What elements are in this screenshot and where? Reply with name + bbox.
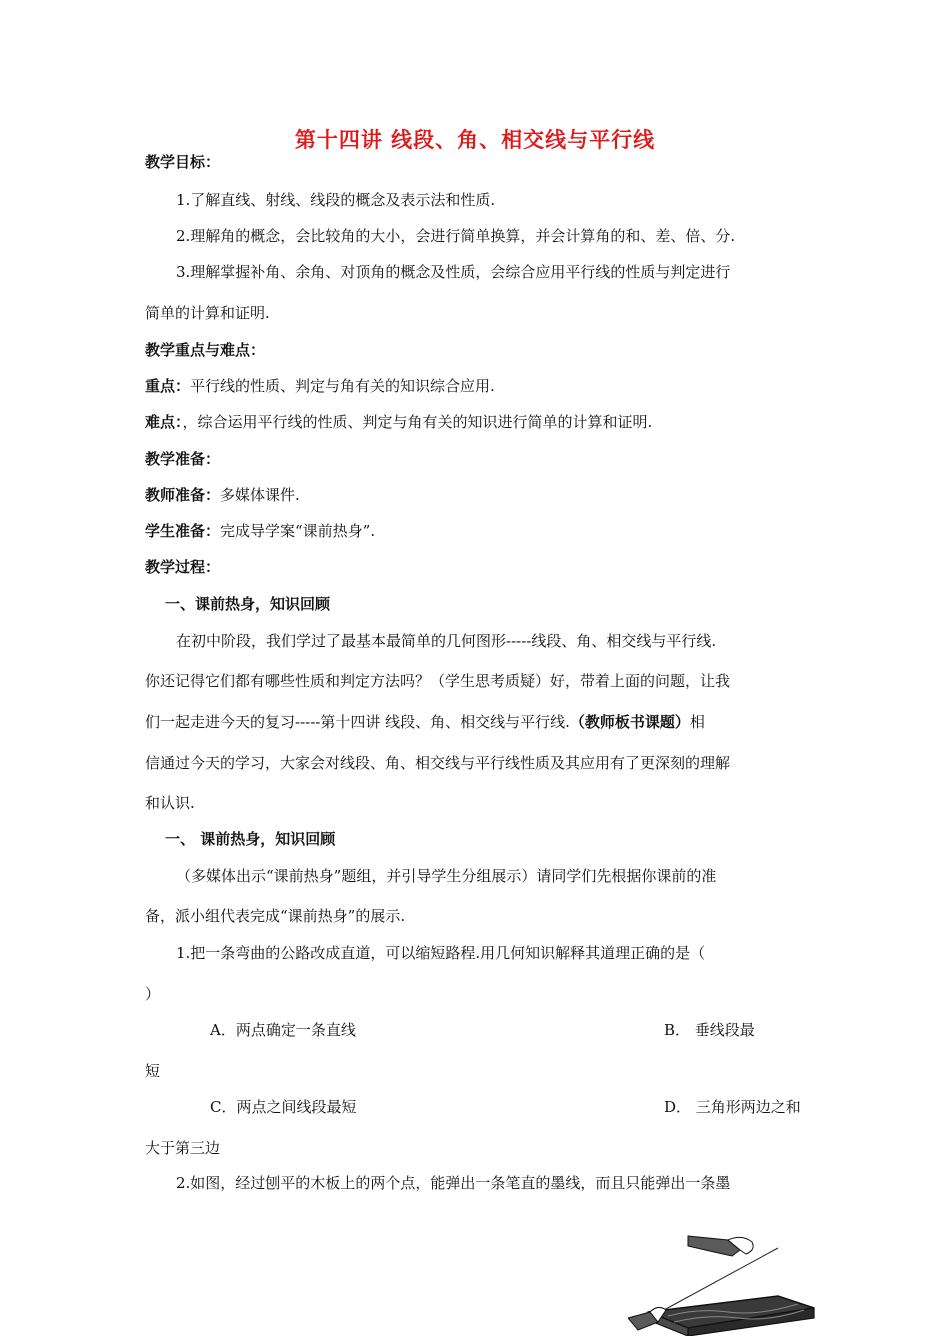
goal-3-continued: 简单的计算和证明. [145, 304, 270, 322]
lesson-title: 第十四讲 线段、角、相交线与平行线 [294, 128, 656, 152]
key-point [145, 376, 495, 396]
question-1-stem: 1.把一条弯曲的公路改成直道，可以缩短路程.用几何知识解释其道理正确的是（ [176, 944, 706, 962]
option-d: D． 三角形两边之和 [664, 1098, 801, 1116]
goal-3: 3.理解掌握补角、余角、对顶角的概念及性质，会综合应用平行线的性质与判定进行 [176, 263, 731, 281]
difficult-point [145, 412, 652, 432]
student-prep-text: 完成导学案“课前热身”. [220, 522, 376, 540]
option-d-wrap: 大于第三边 [145, 1139, 221, 1157]
difficult-point-label: 难点： [145, 413, 183, 431]
question-2-stem: 2.如图，经过刨平的木板上的两个点，能弹出一条笔直的墨线，而且只能弹出一条墨 [176, 1174, 731, 1192]
goals-heading: 教学目标： [145, 153, 221, 171]
question-1-close: ） [145, 985, 161, 1003]
para-2-line-2: 备，派小组代表完成“课前热身”的展示. [145, 907, 406, 925]
teacher-prep-label: 教师准备： [145, 486, 221, 504]
teacher-board-note: （教师板书课题） [569, 713, 690, 731]
goal-1: 1.了解直线、射线、线段的概念及表示法和性质. [176, 191, 496, 209]
para-1-line-3 [145, 712, 705, 732]
option-b: B． 垂线段最 [664, 1021, 755, 1039]
para-2-line-1: （多媒体出示“课前热身”题组，并引导学生分组展示）请同学们先根据你课前的准 [176, 867, 717, 885]
process-heading: 教学过程： [145, 558, 221, 576]
key-point-label: 重点： [145, 377, 191, 395]
option-c: C．两点之间线段最短 [210, 1098, 357, 1116]
student-prep-label: 学生准备： [145, 522, 221, 540]
para-1-line-3-end: 相 [689, 713, 705, 731]
para-1-line-2: 你还记得它们都有哪些性质和判定方法吗？（学生思考质疑）好，带着上面的问题，让我 [145, 672, 731, 690]
option-b-wrap: 短 [145, 1062, 161, 1080]
teacher-prep-text: 多媒体课件. [220, 486, 300, 504]
focus-heading: 教学重点与难点： [145, 341, 266, 359]
option-a: A．两点确定一条直线 [210, 1021, 356, 1039]
woodblock-chalk-line-figure [628, 1232, 818, 1336]
teacher-prep [145, 485, 300, 505]
key-point-text: 平行线的性质、判定与角有关的知识综合应用. [190, 377, 495, 395]
para-1-line-5: 和认识. [145, 794, 195, 812]
section-2-heading: 一、 课前热身，知识回顾 [165, 830, 336, 848]
para-1-line-1: 在初中阶段，我们学过了最基本最简单的几何图形-----线段、角、相交线与平行线. [176, 632, 717, 650]
goal-2: 2.理解角的概念，会比较角的大小，会进行简单换算，并会计算角的和、差、倍、分. [176, 227, 736, 245]
section-1-heading: 一、课前热身，知识回顾 [165, 595, 331, 613]
student-prep [145, 521, 375, 541]
difficult-point-text: ，综合运用平行线的性质、判定与角有关的知识进行简单的计算和证明. [182, 413, 653, 431]
prep-heading: 教学准备： [145, 450, 221, 468]
para-1-line-4: 信通过今天的学习，大家会对线段、角、相交线与平行线性质及其应用有了更深刻的理解 [145, 754, 731, 772]
para-1-line-3-text: 们一起走进今天的复习-----第十四讲 线段、角、相交线与平行线. [145, 713, 570, 731]
